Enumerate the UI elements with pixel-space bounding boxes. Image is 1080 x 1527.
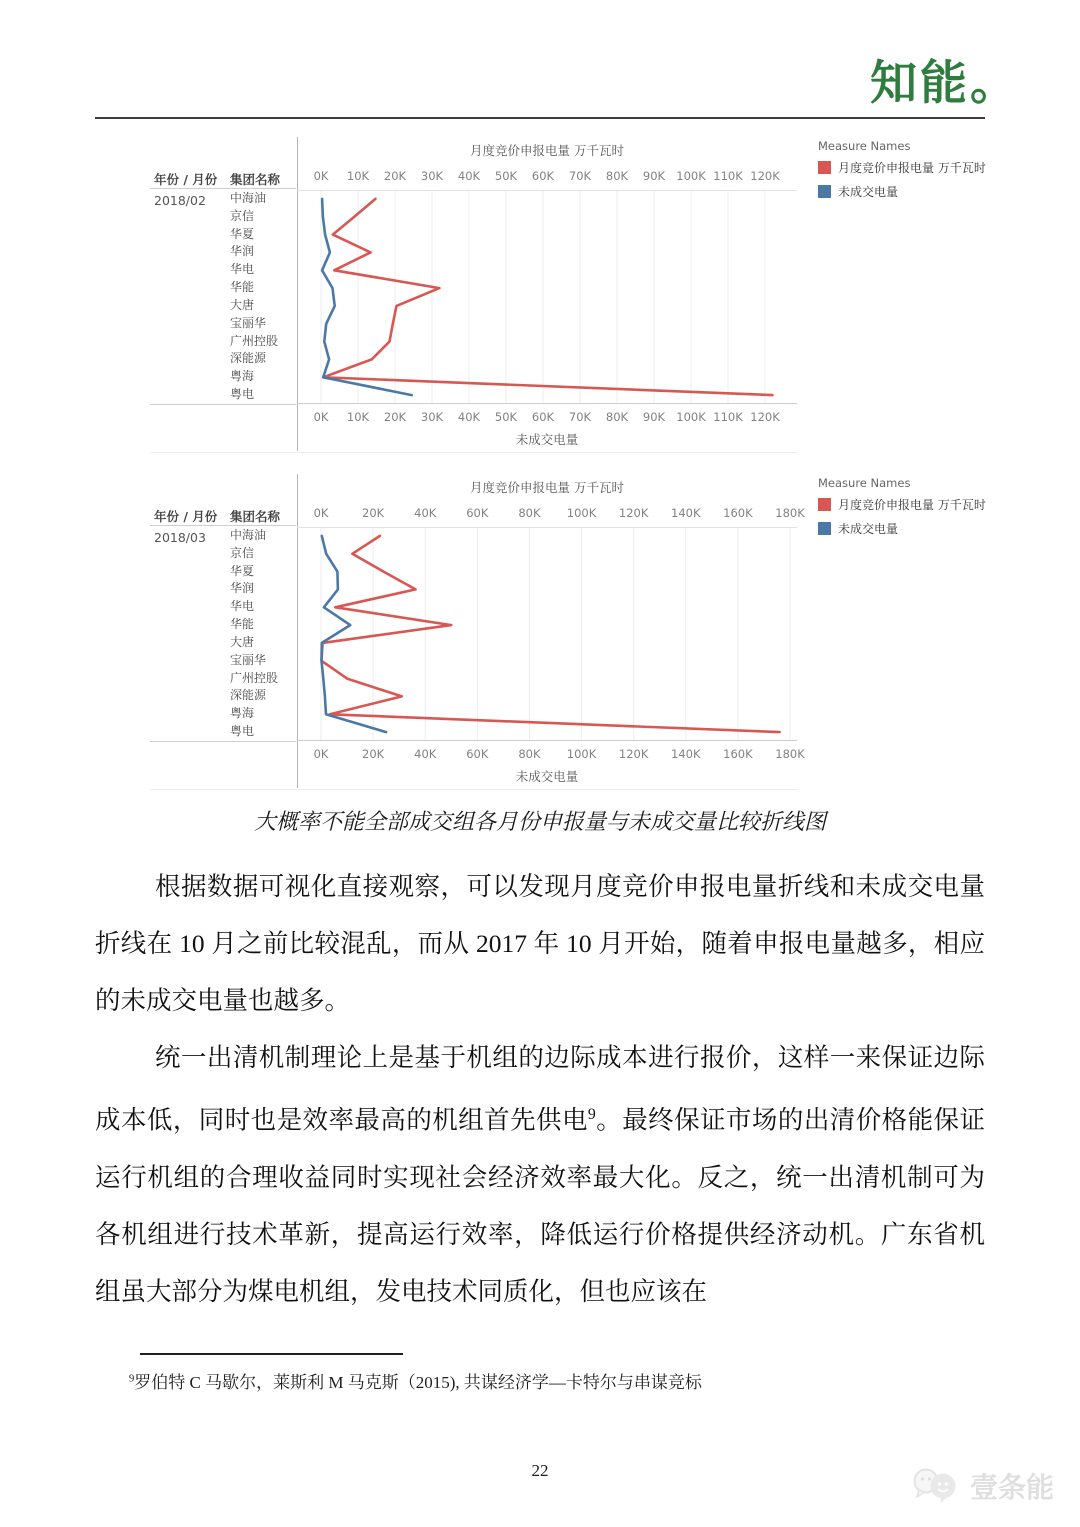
company-list (230, 527, 297, 741)
company-label: 粤电 (230, 724, 255, 739)
axis-tick-label: 80K (518, 747, 541, 761)
paragraph-2 (95, 1029, 985, 1320)
legend-swatch (818, 185, 831, 198)
axis-tick-label: 120K (750, 410, 780, 424)
legend-label: 未成交电量 (838, 185, 899, 199)
watermark (911, 1466, 1054, 1506)
company-label: 广州控股 (230, 333, 279, 348)
footnote-ref: 9 (587, 1106, 596, 1123)
axis-tick-label: 100K (676, 410, 706, 424)
legend-item (818, 520, 1018, 537)
axis-tick-label: 0K (313, 506, 329, 520)
legend-items (818, 159, 1018, 200)
company-label: 华夏 (230, 563, 255, 578)
company-label: 粤电 (230, 387, 255, 402)
company-list (230, 190, 297, 404)
company-label: 中海油 (230, 528, 267, 542)
axis-tick-label: 60K (466, 747, 489, 761)
company-label: 大唐 (230, 297, 255, 312)
legend-item (818, 159, 1018, 176)
axis-tick-label: 40K (414, 506, 437, 520)
axis-tick-label: 120K (618, 747, 649, 761)
chart-2018-03 (150, 470, 1020, 800)
axis-tick-label: 100K (566, 747, 597, 761)
period-label: 2018/02 (154, 193, 206, 208)
column-header-group: 集团名称 (230, 172, 281, 187)
axis-tick-label: 180K (775, 747, 805, 761)
axis-tick-label: 120K (750, 169, 780, 183)
column-header-period: 年份 / 月份 (154, 509, 218, 524)
footnote (129, 1368, 909, 1393)
company-label: 宝丽华 (230, 315, 267, 330)
period-label: 2018/03 (154, 530, 206, 545)
axis-tick-label: 60K (466, 506, 489, 520)
company-label: 深能源 (230, 688, 267, 703)
page-number: 22 (531, 1461, 549, 1480)
axis-title-top: 月度竞价申报电量 万千瓦时 (470, 143, 624, 158)
axis-tick-label: 100K (676, 169, 706, 183)
company-label: 京信 (230, 545, 255, 560)
axis-tick-label: 20K (383, 169, 407, 183)
column-header-group: 集团名称 (230, 509, 281, 524)
axis-tick-label: 10K (346, 169, 370, 183)
table-header-rule (150, 525, 296, 526)
axis-tick-label: 50K (494, 169, 518, 183)
company-label: 华润 (230, 581, 255, 596)
axis-title-bottom: 未成交电量 (515, 769, 579, 784)
company-label: 华电 (230, 599, 255, 614)
company-label: 大唐 (230, 634, 255, 649)
axis-title-bottom: 未成交电量 (515, 432, 579, 447)
axis-tick-label: 100K (566, 506, 597, 520)
paragraph-2-text: 。最终保证市场的出清价格能保证运行机组的合理收益同时实现社会经济效率最大化。反之，统一出清机制可为各机组进行技术革新，提高运行效率，降低运行价格提供经济动机。广东省机组虽大部分为煤电机组，发电技术同质化，但也应该在 (95, 1105, 985, 1306)
axis-tick-label: 160K (723, 747, 753, 761)
company-label: 中海油 (230, 191, 267, 205)
legend-title: Measure Names (818, 476, 911, 490)
legend-swatch (818, 522, 831, 535)
axis-tick-label: 140K (671, 747, 701, 761)
axis-tick-label: 40K (457, 169, 481, 183)
wechat-icon (911, 1467, 961, 1505)
table-header-rule (150, 188, 296, 189)
axis-tick-label: 90K (642, 410, 666, 424)
axis-tick-label: 120K (618, 506, 649, 520)
axis-tick-label: 20K (362, 506, 385, 520)
company-label: 广州控股 (230, 670, 279, 685)
legend-swatch (818, 498, 831, 511)
axis-tick-label: 0K (313, 747, 329, 761)
company-label: 华电 (230, 262, 255, 277)
legend-item (818, 496, 1018, 513)
footnote-text: 罗伯特 C 马歇尔，莱斯利 M 马克斯（2015), 共谋经济学—卡特尔与串谋竞标 (134, 1373, 702, 1392)
column-header-period: 年份 / 月份 (154, 172, 218, 187)
axis-tick-label: 60K (531, 169, 555, 183)
legend-label: 月度竞价申报电量 万千瓦时 (838, 498, 986, 512)
axis-tick-label: 30K (420, 169, 444, 183)
line-plot (297, 527, 797, 741)
line-plot (297, 190, 797, 404)
axis-title-top: 月度竞价申报电量 万千瓦时 (470, 480, 624, 495)
axis-tick-label: 60K (531, 410, 555, 424)
axis-tick-label: 30K (420, 410, 444, 424)
body-text (95, 858, 985, 1320)
axis-tick-label: 80K (605, 169, 629, 183)
axis-tick-label: 110K (713, 169, 743, 183)
company-label: 华能 (230, 617, 255, 632)
footnote-divider (140, 1353, 403, 1355)
paragraph-1: 根据数据可视化直接观察，可以发现月度竞价申报电量折线和未成交电量折线在 10 月之前比较混乱，而从 2017 年 10 月开始，随着申报电量越多，相应的未成交电量也越多。 (95, 872, 985, 1015)
header-rule (95, 117, 985, 119)
company-label: 华能 (230, 280, 255, 295)
paragraph-2-text: 统一出清机制理论上是基于机组的边际成本进行报价，这样一来保证边际成本低，同时也是效率最高的机组首先供电 (95, 1043, 985, 1135)
x-axis-ticks-bottom (150, 410, 1020, 424)
axis-tick-label: 0K (313, 169, 329, 183)
axis-tick-label: 80K (605, 410, 629, 424)
footnote-marker: 9 (129, 1373, 135, 1385)
legend-title: Measure Names (818, 139, 911, 153)
company-label: 粤海 (230, 706, 255, 721)
watermark-text: 壹条能 (969, 1471, 1054, 1504)
company-label: 深能源 (230, 351, 267, 366)
legend-item (818, 183, 1018, 200)
x-axis-ticks-bottom (150, 747, 1020, 761)
table-bottom-rule (150, 741, 296, 742)
chart-border (150, 789, 798, 790)
company-label: 华润 (230, 244, 255, 259)
axis-tick-label: 180K (775, 506, 805, 520)
chart-border (150, 452, 798, 453)
legend (818, 476, 1018, 544)
legend-label: 未成交电量 (838, 522, 899, 536)
axis-tick-label: 80K (518, 506, 541, 520)
chart-2018-02 (150, 133, 1020, 463)
axis-tick-label: 90K (642, 169, 666, 183)
company-label: 宝丽华 (230, 652, 267, 667)
axis-tick-label: 160K (723, 506, 753, 520)
axis-tick-label: 20K (362, 747, 385, 761)
axis-tick-label: 70K (568, 410, 592, 424)
legend-swatch (818, 161, 831, 174)
axis-tick-label: 10K (346, 410, 370, 424)
axis-tick-label: 110K (713, 410, 743, 424)
company-label: 华夏 (230, 226, 255, 241)
axis-tick-label: 70K (568, 169, 592, 183)
axis-tick-label: 40K (414, 747, 437, 761)
axis-tick-label: 50K (494, 410, 518, 424)
axis-tick-label: 20K (383, 410, 407, 424)
brand-logo: 知能。 (870, 56, 1020, 111)
legend-items (818, 496, 1018, 537)
company-label: 京信 (230, 208, 255, 223)
legend-label: 月度竞价申报电量 万千瓦时 (838, 161, 986, 175)
legend (818, 139, 1018, 207)
axis-tick-label: 40K (457, 410, 481, 424)
axis-tick-label: 140K (671, 506, 701, 520)
table-bottom-rule (150, 404, 296, 405)
axis-tick-label: 0K (313, 410, 329, 424)
figure-caption: 大概率不能全部成交组各月份申报量与未成交量比较折线图 (253, 809, 826, 834)
company-label: 粤海 (230, 369, 255, 384)
